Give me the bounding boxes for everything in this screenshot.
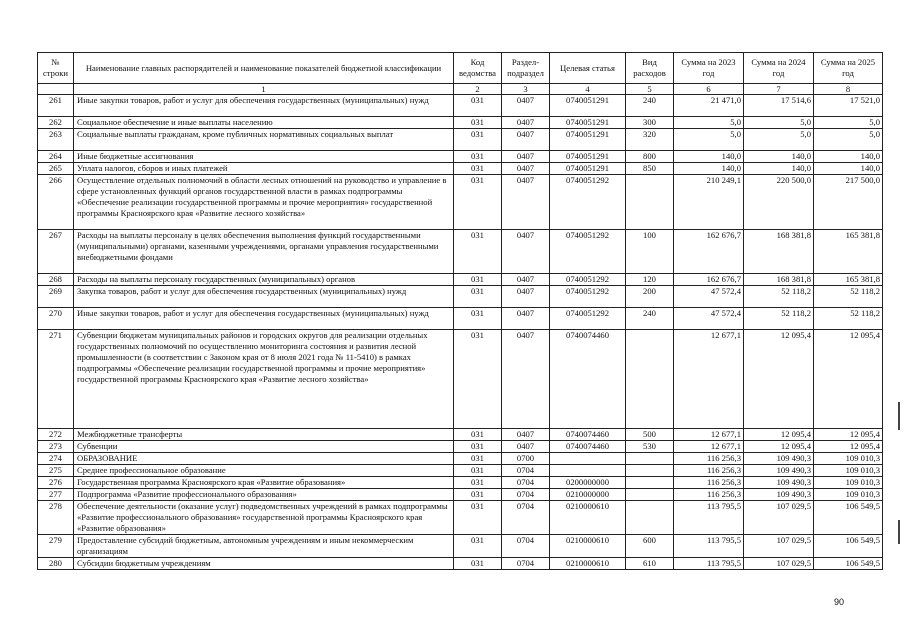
sum-2023-cell: 116 256,3 — [674, 489, 744, 501]
department-code-cell: 031 — [454, 558, 502, 570]
column-index-cell: 5 — [626, 84, 674, 95]
sum-2024-cell: 107 029,5 — [744, 501, 814, 535]
budget-table-sheet — [37, 52, 883, 570]
sum-2025-cell: 5,0 — [814, 129, 883, 151]
row-number-cell: 267 — [38, 230, 74, 274]
section-code-cell: 0407 — [502, 308, 550, 330]
expense-type-cell — [626, 453, 674, 465]
sum-2024-cell: 168 381,8 — [744, 274, 814, 286]
expense-type-cell: 610 — [626, 558, 674, 570]
sum-2023-cell: 12 677,1 — [674, 429, 744, 441]
target-item-cell: 0740051292 — [550, 274, 626, 286]
expense-type-cell: 800 — [626, 151, 674, 163]
table-row — [38, 163, 883, 175]
column-index-cell: 7 — [744, 84, 814, 95]
sum-2023-cell: 113 795,5 — [674, 558, 744, 570]
sum-2024-cell: 5,0 — [744, 129, 814, 151]
target-item-cell: 0740051292 — [550, 308, 626, 330]
sum-2024-cell: 5,0 — [744, 117, 814, 129]
sum-2023-cell: 140,0 — [674, 151, 744, 163]
scan-edge-mark — [898, 520, 900, 544]
sum-2024-cell: 140,0 — [744, 163, 814, 175]
row-number-cell: 269 — [38, 286, 74, 308]
budget-table — [37, 52, 883, 570]
expense-type-cell — [626, 175, 674, 230]
target-item-cell: 0740051291 — [550, 95, 626, 117]
expense-type-cell: 530 — [626, 441, 674, 453]
expense-type-cell: 600 — [626, 535, 674, 558]
column-index-cell: 4 — [550, 84, 626, 95]
row-name-cell: Иные бюджетные ассигнования — [74, 151, 454, 163]
sum-2023-cell: 12 677,1 — [674, 441, 744, 453]
table-row — [38, 477, 883, 489]
expense-type-cell — [626, 330, 674, 429]
column-index-row — [38, 84, 883, 95]
sum-2025-cell: 165 381,8 — [814, 274, 883, 286]
header-sum-2024: Сумма на 2024 год — [744, 53, 814, 84]
row-name-cell: Социальное обеспечение и иные выплаты населению — [74, 117, 454, 129]
row-number-cell: 278 — [38, 501, 74, 535]
row-name-cell: ОБРАЗОВАНИЕ — [74, 453, 454, 465]
department-code-cell: 031 — [454, 501, 502, 535]
table-row — [38, 117, 883, 129]
column-index-cell: 2 — [454, 84, 502, 95]
header-target-item: Целевая статья — [550, 53, 626, 84]
section-code-cell: 0407 — [502, 230, 550, 274]
table-row — [38, 151, 883, 163]
target-item-cell: 0210000610 — [550, 558, 626, 570]
expense-type-cell: 240 — [626, 308, 674, 330]
sum-2024-cell: 12 095,4 — [744, 441, 814, 453]
target-item-cell: 0740051291 — [550, 117, 626, 129]
row-number-cell: 262 — [38, 117, 74, 129]
department-code-cell: 031 — [454, 465, 502, 477]
row-number-cell: 277 — [38, 489, 74, 501]
section-code-cell: 0700 — [502, 453, 550, 465]
row-number-cell: 265 — [38, 163, 74, 175]
department-code-cell: 031 — [454, 129, 502, 151]
department-code-cell: 031 — [454, 330, 502, 429]
section-code-cell: 0407 — [502, 175, 550, 230]
sum-2025-cell: 52 118,2 — [814, 308, 883, 330]
sum-2025-cell: 217 500,0 — [814, 175, 883, 230]
row-name-cell: Иные закупки товаров, работ и услуг для обеспечения государственных (муниципальных) нужд — [74, 95, 454, 117]
column-index-blank — [38, 84, 74, 95]
sum-2024-cell: 168 381,8 — [744, 230, 814, 274]
expense-type-cell — [626, 489, 674, 501]
header-row-number: № строки — [38, 53, 74, 84]
sum-2024-cell: 109 490,3 — [744, 465, 814, 477]
table-row — [38, 286, 883, 308]
department-code-cell: 031 — [454, 286, 502, 308]
department-code-cell: 031 — [454, 274, 502, 286]
target-item-cell: 0740051291 — [550, 151, 626, 163]
target-item-cell — [550, 465, 626, 477]
sum-2024-cell: 109 490,3 — [744, 477, 814, 489]
expense-type-cell: 850 — [626, 163, 674, 175]
sum-2023-cell: 21 471,0 — [674, 95, 744, 117]
sum-2023-cell: 116 256,3 — [674, 465, 744, 477]
sum-2024-cell: 12 095,4 — [744, 429, 814, 441]
department-code-cell: 031 — [454, 489, 502, 501]
row-number-cell: 272 — [38, 429, 74, 441]
sum-2023-cell: 113 795,5 — [674, 501, 744, 535]
department-code-cell: 031 — [454, 117, 502, 129]
row-name-cell: Среднее профессиональное образование — [74, 465, 454, 477]
column-index-cell: 8 — [814, 84, 883, 95]
table-row — [38, 489, 883, 501]
sum-2024-cell: 107 029,5 — [744, 558, 814, 570]
row-name-cell: Межбюджетные трансферты — [74, 429, 454, 441]
section-code-cell: 0407 — [502, 286, 550, 308]
sum-2024-cell: 52 118,2 — [744, 286, 814, 308]
page-number: 90 — [834, 597, 845, 607]
sum-2024-cell: 109 490,3 — [744, 453, 814, 465]
sum-2025-cell: 12 095,4 — [814, 429, 883, 441]
department-code-cell: 031 — [454, 163, 502, 175]
expense-type-cell: 200 — [626, 286, 674, 308]
row-name-cell: Расходы на выплаты персоналу государственных (муниципальных) органов — [74, 274, 454, 286]
sum-2023-cell: 113 795,5 — [674, 535, 744, 558]
sum-2024-cell: 220 500,0 — [744, 175, 814, 230]
expense-type-cell: 240 — [626, 95, 674, 117]
header-department-code: Код ведомства — [454, 53, 502, 84]
section-code-cell: 0407 — [502, 117, 550, 129]
table-row — [38, 453, 883, 465]
row-name-cell: Государственная программа Красноярского края «Развитие образования» — [74, 477, 454, 489]
department-code-cell: 031 — [454, 535, 502, 558]
row-name-cell: Обеспечение деятельности (оказание услуг) подведомственных учреждений в рамках подпрограммы «Развитие профессионального образования» государственной программы Красноярского края «Развитие образования» — [74, 501, 454, 535]
target-item-cell: 0210000610 — [550, 501, 626, 535]
sum-2025-cell: 165 381,8 — [814, 230, 883, 274]
expense-type-cell: 100 — [626, 230, 674, 274]
section-code-cell: 0704 — [502, 465, 550, 477]
expense-type-cell: 300 — [626, 117, 674, 129]
sum-2024-cell: 12 095,4 — [744, 330, 814, 429]
target-item-cell: 0210000610 — [550, 535, 626, 558]
row-name-cell: Предоставление субсидий бюджетным, автономным учреждениям и иным некоммерческим организациям — [74, 535, 454, 558]
section-code-cell: 0407 — [502, 441, 550, 453]
row-name-cell: Подпрограмма «Развитие профессионального образования» — [74, 489, 454, 501]
target-item-cell: 0740074460 — [550, 330, 626, 429]
row-name-cell: Уплата налогов, сборов и иных платежей — [74, 163, 454, 175]
sum-2024-cell: 17 514,6 — [744, 95, 814, 117]
sum-2025-cell: 106 549,5 — [814, 558, 883, 570]
sum-2023-cell: 162 676,7 — [674, 274, 744, 286]
sum-2023-cell: 116 256,3 — [674, 453, 744, 465]
row-name-cell: Иные закупки товаров, работ и услуг для обеспечения государственных (муниципальных) нужд — [74, 308, 454, 330]
sum-2023-cell: 5,0 — [674, 117, 744, 129]
row-number-cell: 266 — [38, 175, 74, 230]
expense-type-cell — [626, 465, 674, 477]
sum-2023-cell: 116 256,3 — [674, 477, 744, 489]
sum-2025-cell: 52 118,2 — [814, 286, 883, 308]
section-code-cell: 0704 — [502, 558, 550, 570]
row-name-cell: Субвенции бюджетам муниципальных районов и городских округов для реализации отдельных государственных полномочий по осуществлению мониторинга состояния и развития лесной промышленности (в соответствии с Законом края от 8 июля 2021 года № 11-5410) в рамках подпрограммы «Обеспечение реализации государственной программы и прочие мероприятия» государственной программы Красноярского края «Развитие лесного хозяйства» — [74, 330, 454, 429]
row-number-cell: 268 — [38, 274, 74, 286]
target-item-cell: 0740074460 — [550, 429, 626, 441]
row-number-cell: 279 — [38, 535, 74, 558]
header-expense-type: Вид расходов — [626, 53, 674, 84]
section-code-cell: 0407 — [502, 129, 550, 151]
target-item-cell: 0740051292 — [550, 286, 626, 308]
row-number-cell: 275 — [38, 465, 74, 477]
sum-2025-cell: 5,0 — [814, 117, 883, 129]
row-number-cell: 270 — [38, 308, 74, 330]
header-section: Раздел-подраздел — [502, 53, 550, 84]
sum-2023-cell: 140,0 — [674, 163, 744, 175]
target-item-cell: 0740051291 — [550, 129, 626, 151]
table-row — [38, 129, 883, 151]
row-number-cell: 280 — [38, 558, 74, 570]
expense-type-cell: 500 — [626, 429, 674, 441]
row-name-cell: Субсидии бюджетным учреждениям — [74, 558, 454, 570]
table-row — [38, 308, 883, 330]
header-name: Наименование главных распорядителей и наименование показателей бюджетной классификации — [74, 53, 454, 84]
section-code-cell: 0704 — [502, 501, 550, 535]
sum-2025-cell: 106 549,5 — [814, 501, 883, 535]
target-item-cell — [550, 453, 626, 465]
column-index-cell: 6 — [674, 84, 744, 95]
sum-2024-cell: 109 490,3 — [744, 489, 814, 501]
section-code-cell: 0407 — [502, 163, 550, 175]
sum-2023-cell: 47 572,4 — [674, 308, 744, 330]
sum-2025-cell: 12 095,4 — [814, 330, 883, 429]
sum-2025-cell: 17 521,0 — [814, 95, 883, 117]
section-code-cell: 0407 — [502, 330, 550, 429]
table-row — [38, 429, 883, 441]
header-sum-2025: Сумма на 2025 год — [814, 53, 883, 84]
row-name-cell: Социальные выплаты гражданам, кроме публичных нормативных социальных выплат — [74, 129, 454, 151]
section-code-cell: 0407 — [502, 429, 550, 441]
sum-2023-cell: 210 249,1 — [674, 175, 744, 230]
row-name-cell: Осуществление отдельных полномочий в области лесных отношений на руководство и управление в сфере установленных функций органов государственной власти в рамках подпрограммы «Обеспечение реализации государственной программы и прочие мероприятия» государственной программы Красноярского края «Развитие лесного хозяйства» — [74, 175, 454, 230]
table-row — [38, 95, 883, 117]
section-code-cell: 0704 — [502, 535, 550, 558]
sum-2023-cell: 5,0 — [674, 129, 744, 151]
header-sum-2023: Сумма на 2023 год — [674, 53, 744, 84]
table-row — [38, 465, 883, 477]
section-code-cell: 0407 — [502, 151, 550, 163]
sum-2025-cell: 109 010,3 — [814, 453, 883, 465]
department-code-cell: 031 — [454, 453, 502, 465]
sum-2025-cell: 140,0 — [814, 163, 883, 175]
column-index-cell: 1 — [74, 84, 454, 95]
table-body — [38, 95, 883, 570]
department-code-cell: 031 — [454, 429, 502, 441]
sum-2025-cell: 106 549,5 — [814, 535, 883, 558]
department-code-cell: 031 — [454, 151, 502, 163]
target-item-cell: 0210000000 — [550, 489, 626, 501]
sum-2025-cell: 109 010,3 — [814, 477, 883, 489]
sum-2025-cell: 12 095,4 — [814, 441, 883, 453]
sum-2024-cell: 140,0 — [744, 151, 814, 163]
row-number-cell: 271 — [38, 330, 74, 429]
sum-2025-cell: 109 010,3 — [814, 489, 883, 501]
table-row — [38, 441, 883, 453]
column-index-cell: 3 — [502, 84, 550, 95]
department-code-cell: 031 — [454, 175, 502, 230]
target-item-cell: 0200000000 — [550, 477, 626, 489]
department-code-cell: 031 — [454, 230, 502, 274]
table-row — [38, 175, 883, 230]
section-code-cell: 0704 — [502, 477, 550, 489]
row-number-cell: 264 — [38, 151, 74, 163]
expense-type-cell: 120 — [626, 274, 674, 286]
scan-edge-mark — [898, 402, 900, 430]
sum-2023-cell: 12 677,1 — [674, 330, 744, 429]
sum-2025-cell: 140,0 — [814, 151, 883, 163]
row-number-cell: 273 — [38, 441, 74, 453]
target-item-cell: 0740051292 — [550, 175, 626, 230]
table-row — [38, 501, 883, 535]
row-number-cell: 263 — [38, 129, 74, 151]
table-row — [38, 558, 883, 570]
department-code-cell: 031 — [454, 95, 502, 117]
section-code-cell: 0407 — [502, 274, 550, 286]
section-code-cell: 0407 — [502, 95, 550, 117]
table-row — [38, 535, 883, 558]
department-code-cell: 031 — [454, 308, 502, 330]
table-header-row — [38, 53, 883, 84]
row-number-cell: 276 — [38, 477, 74, 489]
sum-2023-cell: 162 676,7 — [674, 230, 744, 274]
sum-2024-cell: 107 029,5 — [744, 535, 814, 558]
target-item-cell: 0740051292 — [550, 230, 626, 274]
section-code-cell: 0704 — [502, 489, 550, 501]
sum-2024-cell: 52 118,2 — [744, 308, 814, 330]
row-number-cell: 261 — [38, 95, 74, 117]
expense-type-cell — [626, 501, 674, 535]
expense-type-cell: 320 — [626, 129, 674, 151]
row-number-cell: 274 — [38, 453, 74, 465]
department-code-cell: 031 — [454, 441, 502, 453]
table-row — [38, 330, 883, 429]
table-row — [38, 274, 883, 286]
sum-2023-cell: 47 572,4 — [674, 286, 744, 308]
table-row — [38, 230, 883, 274]
department-code-cell: 031 — [454, 477, 502, 489]
expense-type-cell — [626, 477, 674, 489]
sum-2025-cell: 109 010,3 — [814, 465, 883, 477]
target-item-cell: 0740074460 — [550, 441, 626, 453]
row-name-cell: Субвенции — [74, 441, 454, 453]
row-name-cell: Расходы на выплаты персоналу в целях обеспечения выполнения функций государственными (муниципальными) органами, казенными учреждениями, органами управления государственными внебюджетными фондами — [74, 230, 454, 274]
target-item-cell: 0740051291 — [550, 163, 626, 175]
row-name-cell: Закупка товаров, работ и услуг для обеспечения государственных (муниципальных) нужд — [74, 286, 454, 308]
